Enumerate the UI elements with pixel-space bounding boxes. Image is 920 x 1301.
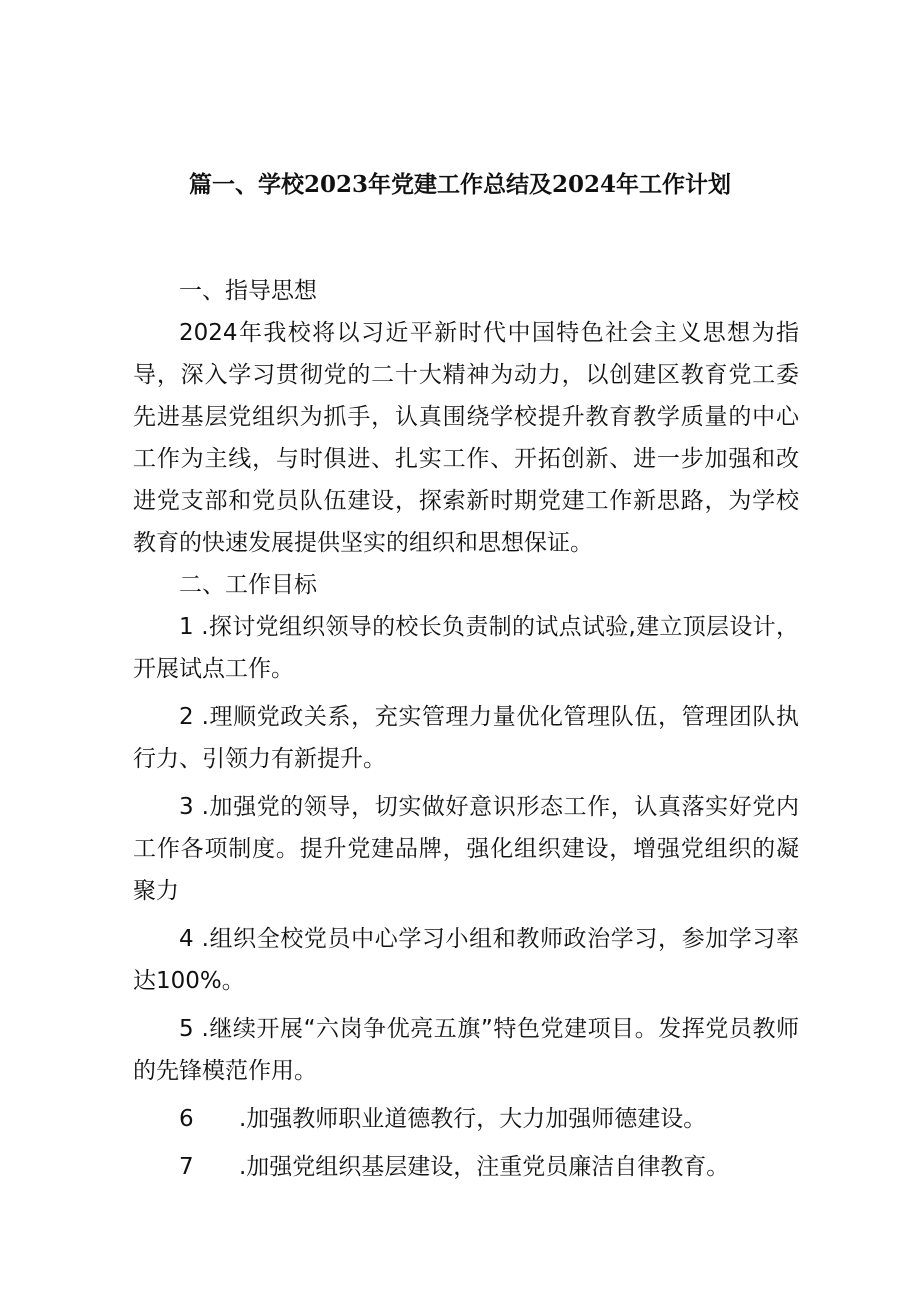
document-body [133,270,799,1188]
list-item [133,918,799,1002]
list-item-text: .加强党的领导，切实做好意识形态工作，认真落实好党内工作各项制度。提升党建品牌，强化组织建设，增强党组织的凝聚力 [133,794,800,904]
list-item-text: .理顺党政关系，充实管理力量优化管理队伍，管理团队执行力、引领力有新提升。 [133,704,800,772]
list-item [133,606,799,690]
list-item-number: 1 [179,614,194,640]
list-item-number: 2 [179,704,194,730]
list-item [133,696,799,780]
list-item-text: .探讨党组织领导的校长负责制的试点试验,建立顶层设计，开展试点工作。 [133,614,799,682]
list-item [133,1008,799,1092]
section-heading-work-goals: 二、工作目标 [179,572,317,598]
document-title: 篇一、学校2023年党建工作总结及2024年工作计划 [188,171,732,198]
list-item-text: .加强党组织基层建设，注重党员廉洁自律教育。 [239,1154,730,1180]
section-paragraph-guiding-ideology: 2024年我校将以习近平新时代中国特色社会主义思想为指导，深入学习贯彻党的二十大精神为动力，以创建区教育党工委先进基层党组织为抓手，认真围绕学校提升教育教学质量的中心工作为主线，与时俱进、扎实工作、开拓创新、进一步加强和改进党支部和党员队伍建设，探索新时期党建工作新思路，为学校教育的快速发展提供坚实的组织和思想保证。 [133,320,799,556]
list-item-text: .加强教师职业道德教行，大力加强师德建设。 [239,1106,707,1132]
list-item-number: 3 [179,794,194,820]
section-heading-guiding-ideology: 一、指导思想 [179,278,317,304]
list-item [133,786,799,912]
list-item-text: .组织全校党员中心学习小组和教师政治学习，参加学习率达100%。 [133,926,800,994]
list-item-number: 4 [179,926,194,952]
list-item [133,1146,799,1188]
list-item-number: 7 [179,1154,194,1180]
list-item-text: .继续开展“六岗争优亮五旗”特色党建项目。发挥党员教师的先锋模范作用。 [133,1016,799,1084]
list-item-number: 5 [179,1016,194,1042]
list-item-number: 6 [179,1106,194,1132]
list-item [133,1098,799,1140]
